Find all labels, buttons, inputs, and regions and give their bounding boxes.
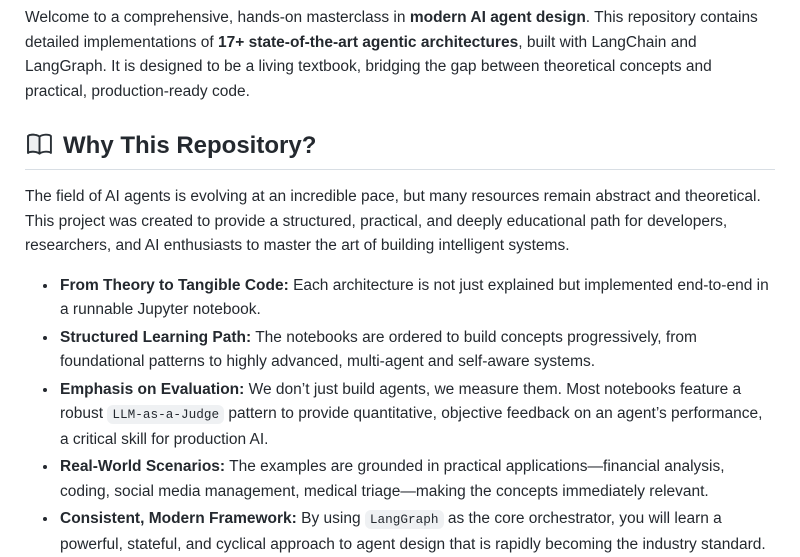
section-heading-why-this-repository — [25, 130, 775, 170]
list-item: • Emphasis on Evaluation: We don’t just build agents, we measure them. Most notebooks feature a robust LLM-as-a-Judge pattern to provide quantitative, objective feedback on an agent’s performance, a critical skill for production AI. — [58, 378, 775, 453]
inline-code: LangGraph — [365, 510, 444, 529]
section-heading-text: Why This Repository? — [63, 130, 316, 161]
list-item: • Structured Learning Path: The notebooks are ordered to build concepts progressively, from foundational patterns to highly advanced, multi-agent and self-aware systems. — [58, 326, 775, 375]
list-item: • From Theory to Tangible Code: Each architecture is not just explained but implemented end-to-end in a runnable Jupyter notebook. — [58, 274, 775, 323]
open-book-icon — [25, 131, 54, 160]
inline-code: LLM-as-a-Judge — [107, 405, 224, 424]
feature-list — [25, 274, 775, 557]
list-item: • Real-World Scenarios: The examples are grounded in practical applications—financial analysis, coding, social media management, medical triage—making the concepts immediately relevant. — [58, 455, 775, 504]
intro-paragraph: Welcome to a comprehensive, hands-on masterclass in modern AI agent design. This repository contains detailed implementations of 17+ state-of-the-art agentic architectures, built with LangChain and LangGraph. It is designed to be a living textbook, bridging the gap between theoretical concepts and practical, production-ready code. — [25, 6, 775, 104]
list-item: • Consistent, Modern Framework: By using LangGraph as the core orchestrator, you will learn a powerful, stateful, and cyclical approach to agent design that is rapidly becoming the industry standard. — [58, 507, 775, 557]
why-paragraph: The field of AI agents is evolving at an incredible pace, but many resources remain abstract and theoretical. This project was created to provide a structured, practical, and deeply educational path for developers, researchers, and AI enthusiasts to master the art of building intelligent systems. — [25, 185, 775, 259]
